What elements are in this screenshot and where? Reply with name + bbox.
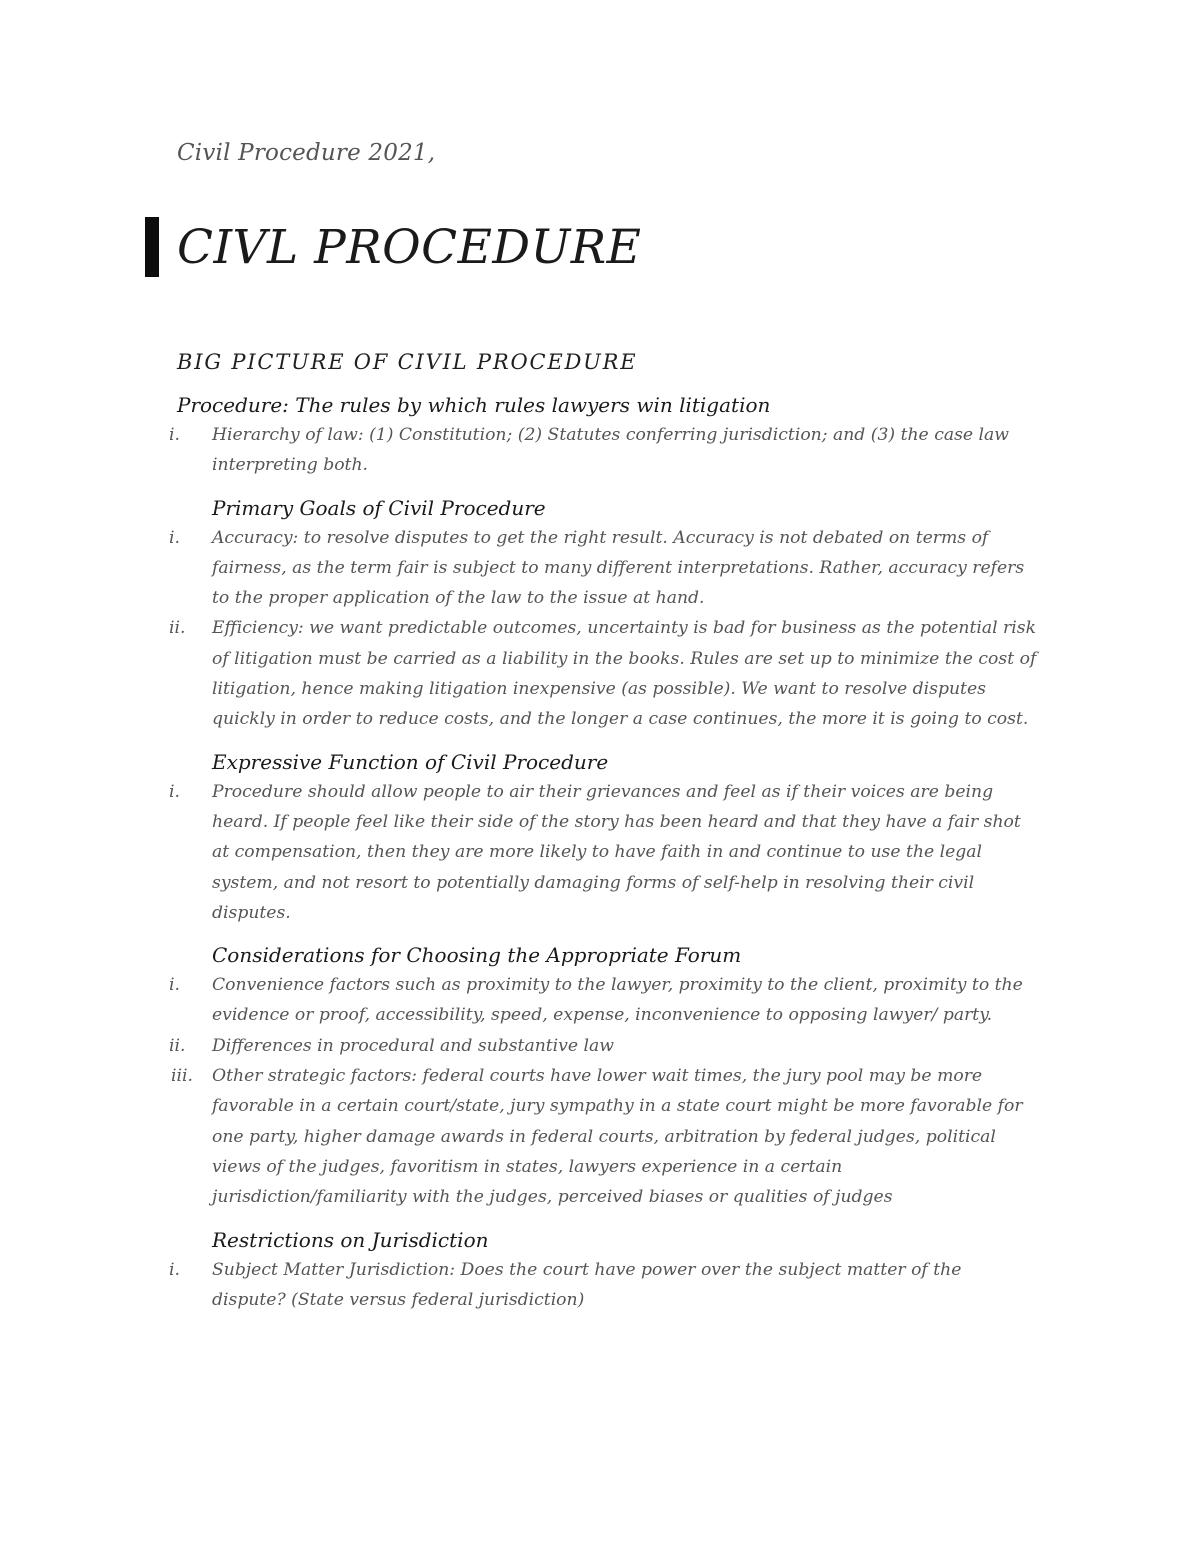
list-item (169, 777, 1037, 928)
list-item (169, 523, 1037, 614)
list-item (169, 613, 1037, 734)
forum-list (169, 970, 1037, 1212)
list-item (171, 1061, 1037, 1212)
list-item (169, 1031, 1037, 1061)
expressive-list (169, 777, 1037, 928)
list-item (169, 970, 1037, 1031)
jurisdiction-list (169, 1255, 1037, 1316)
list-item-number: i. (169, 1259, 180, 1280)
lead-list (169, 420, 1037, 481)
goals-list (169, 523, 1037, 735)
list-item-text: Subject Matter Jurisdiction: Does the court have power over the subject matter of the dispute? (State versus federal jurisdiction) (212, 1259, 962, 1310)
list-item-number: ii. (169, 1035, 186, 1056)
lead-heading: Procedure: The rules by which rules lawyers win litigation (177, 393, 771, 417)
running-title: Civil Procedure 2021, (177, 140, 436, 166)
list-item-number: iii. (171, 1066, 193, 1087)
list-item-text: Accuracy: to resolve disputes to get the right result. Accuracy is not debated on terms of fairness, as the term fair is subject to many different interpretations. Rather, accuracy refers to the proper application of the law to the issue at hand. (212, 527, 1025, 609)
list-item-text: Convenience factors such as proximity to the lawyer, proximity to the client, proximity to the evidence or proof, accessibility, speed, expense, inconvenience to opposing lawyer/ party. (212, 975, 1023, 1026)
list-item-text: Differences in procedural and substantive law (212, 1035, 614, 1056)
section-body (169, 390, 1037, 1315)
list-item-text: Procedure should allow people to air their grievances and feel as if their voices are being heard. If people feel like their side of the story has been heard and that they have a fair shot at compensation, then they are more likely to have faith in and continue to use the legal system, and not resort to potentially damaging forms of self-help in resolving their civil disputes. (212, 781, 1021, 923)
list-item-number: ii. (169, 618, 186, 639)
list-item-number: i. (169, 527, 180, 548)
list-item-number: i. (169, 425, 180, 445)
subsection-heading-forum: Considerations for Choosing the Appropriate Forum (212, 943, 742, 968)
list-item-number: i. (169, 975, 180, 996)
title-bar-decoration (145, 217, 159, 277)
page-title: CIVL PROCEDURE (177, 220, 642, 275)
list-item-text: Hierarchy of law: (1) Constitution; (2) Statutes conferring jurisdiction; and (3) the case law interpreting both. (212, 425, 1009, 476)
list-item-text: Other strategic factors: federal courts have lower wait times, the jury pool may be more favorable in a certain court/state, jury sympathy in a state court might be more favorable for one party, higher damage awards in federal courts, arbitration by federal judges, political views of the judges, favoritism in states, lawyers experience in a certain jurisdiction/familiarity with the judges, perceived biases or qualities of judges (212, 1066, 1023, 1208)
subsection-heading-expressive: Expressive Function of Civil Procedure (212, 749, 609, 774)
list-item (169, 1255, 1037, 1316)
list-item-text: Efficiency: we want predictable outcomes, uncertainty is bad for business as the potential risk of litigation must be carried as a liability in the books. Rules are set up to minimize the cost of litigation, hence making litigation inexpensive (as possible). We want to resolve disputes quickly in order to reduce costs, and the longer a case continues, the more it is going to cost. (212, 618, 1037, 730)
subsection-heading-jurisdiction: Restrictions on Jurisdiction (212, 1227, 489, 1252)
list-item (169, 420, 1037, 481)
section-heading: BIG PICTURE OF CIVIL PROCEDURE (177, 350, 638, 374)
subsection-heading-goals: Primary Goals of Civil Procedure (212, 495, 546, 520)
list-item-number: i. (169, 781, 180, 802)
